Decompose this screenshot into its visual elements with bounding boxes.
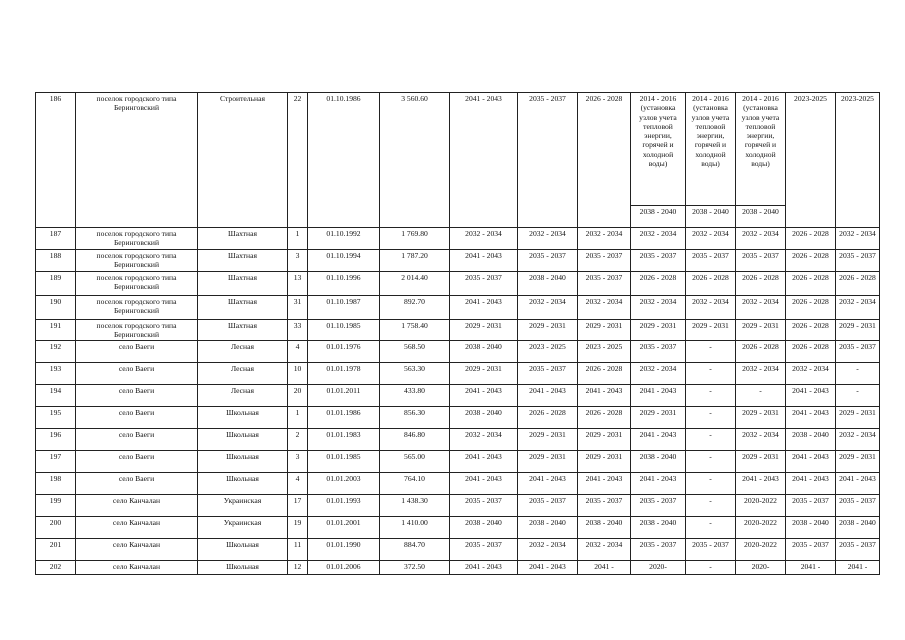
repair-period: 2035 - 2037: [836, 341, 880, 363]
table-row: [36, 451, 880, 473]
repair-period-split: [631, 93, 686, 228]
settlement-name: село Ваеги: [76, 385, 198, 407]
repair-period: 2038 - 2040: [450, 407, 518, 429]
house-number: 31: [288, 296, 308, 320]
repair-period: 2038 - 2040: [450, 341, 518, 363]
repair-period: 2032 - 2034: [836, 296, 880, 320]
repair-period: -: [686, 473, 736, 495]
repair-period: 2029 - 2031: [450, 320, 518, 341]
repair-period: 2029 - 2031: [836, 320, 880, 341]
row-number: 201: [36, 539, 76, 561]
repair-period: 2035 - 2037: [518, 363, 578, 385]
row-number: 186: [36, 93, 76, 228]
repair-period: 2032 - 2034: [736, 228, 786, 250]
repair-period: 2035 - 2037: [836, 539, 880, 561]
repair-period: 2041 - 2043: [786, 473, 836, 495]
total-area: 884.70: [380, 539, 450, 561]
repair-period: -: [686, 363, 736, 385]
repair-period: 2026 - 2028: [786, 272, 836, 296]
table-body: [36, 93, 880, 575]
row-number: 187: [36, 228, 76, 250]
repair-period: 2041 -: [836, 561, 880, 575]
repair-period: 2035 - 2037: [686, 250, 736, 272]
commission-date: 01.01.2006: [308, 561, 380, 575]
repair-period: 2032 - 2034: [518, 296, 578, 320]
street-name: Лесная: [198, 341, 288, 363]
row-number: 197: [36, 451, 76, 473]
repair-period: 2020-2022: [736, 495, 786, 517]
table-row: [36, 228, 880, 250]
repair-period: 2038 - 2040: [518, 272, 578, 296]
total-area: 892.70: [380, 296, 450, 320]
commission-date: 01.10.1986: [308, 93, 380, 228]
repair-period: 2038 - 2040: [786, 429, 836, 451]
repair-period: 2041 - 2043: [450, 473, 518, 495]
repair-period: 2026 - 2028: [578, 93, 631, 228]
row-number: 202: [36, 561, 76, 575]
repair-period: 2029 - 2031: [578, 451, 631, 473]
house-number: 3: [288, 250, 308, 272]
total-area: 846.80: [380, 429, 450, 451]
street-name: Шахтная: [198, 228, 288, 250]
table-row: [36, 320, 880, 341]
total-area: 568.50: [380, 341, 450, 363]
total-area: 2 014.40: [380, 272, 450, 296]
table-row: [36, 363, 880, 385]
repair-period: 2041 - 2043: [786, 451, 836, 473]
repair-period: 2029 - 2031: [631, 320, 686, 341]
repair-period: 2026 - 2028: [786, 320, 836, 341]
repair-period: 2026 - 2028: [631, 272, 686, 296]
street-name: Лесная: [198, 385, 288, 407]
table-row: [36, 250, 880, 272]
commission-date: 01.01.1978: [308, 363, 380, 385]
repair-period: -: [686, 385, 736, 407]
row-number: 191: [36, 320, 76, 341]
repair-period: -: [836, 363, 880, 385]
repair-period: 2026 - 2028: [578, 363, 631, 385]
repair-period: 2032 - 2034: [578, 539, 631, 561]
commission-date: 01.10.1994: [308, 250, 380, 272]
repair-period: 2029 - 2031: [836, 407, 880, 429]
commission-date: 01.10.1996: [308, 272, 380, 296]
repair-period: 2041 - 2043: [578, 385, 631, 407]
house-number: 12: [288, 561, 308, 575]
repair-period: 2020-: [631, 561, 686, 575]
table-row: [36, 93, 880, 228]
repair-period: 2032 - 2034: [450, 228, 518, 250]
repair-period: 2032 - 2034: [631, 296, 686, 320]
row-number: 190: [36, 296, 76, 320]
repair-period: 2041 - 2043: [450, 296, 518, 320]
row-number: 194: [36, 385, 76, 407]
total-area: 1 769.80: [380, 228, 450, 250]
repair-period: 2041 - 2043: [450, 561, 518, 575]
total-area: 563.30: [380, 363, 450, 385]
settlement-name: поселок городского типа Беринговский: [76, 296, 198, 320]
settlement-name: поселок городского типа Беринговский: [76, 272, 198, 296]
repair-period: 2035 - 2037: [786, 539, 836, 561]
repair-period-split: [736, 93, 786, 228]
street-name: Школьная: [198, 473, 288, 495]
repair-period: 2038 - 2040: [742, 207, 779, 216]
commission-date: 01.10.1987: [308, 296, 380, 320]
repair-period: 2035 - 2037: [450, 495, 518, 517]
total-area: 433.80: [380, 385, 450, 407]
settlement-name: поселок городского типа Беринговский: [76, 228, 198, 250]
house-number: 11: [288, 539, 308, 561]
repair-period: 2032 - 2034: [736, 363, 786, 385]
street-name: Школьная: [198, 451, 288, 473]
total-area: 764.10: [380, 473, 450, 495]
table-row: [36, 539, 880, 561]
repair-period-note: 2014 - 2016 (установка узлов учета тепловой энергии, горячей и холодной воды): [736, 93, 785, 206]
repair-period-split: [686, 93, 736, 228]
repair-period: 2032 - 2034: [631, 228, 686, 250]
settlement-name: поселок городского типа Беринговский: [76, 320, 198, 341]
repair-period: 2020-: [736, 561, 786, 575]
settlement-name: поселок городского типа Беринговский: [76, 93, 198, 228]
repair-period: 2035 - 2037: [631, 341, 686, 363]
repair-period: 2032 - 2034: [578, 296, 631, 320]
house-number: 4: [288, 473, 308, 495]
street-name: Школьная: [198, 429, 288, 451]
repair-period: 2041 -: [578, 561, 631, 575]
repair-period: 2041 - 2043: [631, 429, 686, 451]
repair-period: -: [686, 451, 736, 473]
table-row: [36, 272, 880, 296]
repair-period: 2026 - 2028: [786, 228, 836, 250]
repair-period: 2032 - 2034: [518, 539, 578, 561]
repair-period: 2041 - 2043: [450, 451, 518, 473]
table-row: [36, 517, 880, 539]
repair-period: 2041 - 2043: [836, 473, 880, 495]
repair-period: 2035 - 2037: [578, 495, 631, 517]
repair-period: 2020-2022: [736, 539, 786, 561]
house-number: 17: [288, 495, 308, 517]
house-number: 2: [288, 429, 308, 451]
row-number: 196: [36, 429, 76, 451]
repair-period: 2035 - 2037: [578, 250, 631, 272]
repair-period: 2035 - 2037: [736, 250, 786, 272]
street-name: Шахтная: [198, 250, 288, 272]
repair-period: 2032 - 2034: [786, 363, 836, 385]
total-area: 3 560.60: [380, 93, 450, 228]
total-area: 1 438.30: [380, 495, 450, 517]
repair-period: 2032 - 2034: [578, 228, 631, 250]
repair-period: 2035 - 2037: [518, 495, 578, 517]
street-name: Школьная: [198, 539, 288, 561]
repair-period: 2041 - 2043: [736, 473, 786, 495]
street-name: Шахтная: [198, 320, 288, 341]
repair-period-note: 2014 - 2016 (установка узлов учета тепловой энергии, горячей и холодной воды): [686, 93, 735, 206]
repair-period: 2035 - 2037: [631, 539, 686, 561]
commission-date: 01.01.1993: [308, 495, 380, 517]
street-name: Школьная: [198, 407, 288, 429]
house-number: 19: [288, 517, 308, 539]
repair-period: 2029 - 2031: [686, 320, 736, 341]
repair-period: 2038 - 2040: [692, 207, 729, 216]
settlement-name: село Ваеги: [76, 451, 198, 473]
commission-date: 01.01.1983: [308, 429, 380, 451]
repair-period: 2026 - 2028: [786, 296, 836, 320]
repair-period: 2032 - 2034: [450, 429, 518, 451]
commission-date: 01.01.1990: [308, 539, 380, 561]
repair-period: 2029 - 2031: [518, 320, 578, 341]
repair-period: 2026 - 2028: [786, 341, 836, 363]
repair-period: 2029 - 2031: [518, 451, 578, 473]
house-number: 33: [288, 320, 308, 341]
settlement-name: село Канчалан: [76, 495, 198, 517]
repair-period: 2032 - 2034: [686, 228, 736, 250]
repair-period: 2026 - 2028: [836, 272, 880, 296]
repair-period: 2035 - 2037: [686, 539, 736, 561]
repair-period: 2029 - 2031: [578, 429, 631, 451]
commission-date: 01.01.1976: [308, 341, 380, 363]
repair-period: 2032 - 2034: [518, 228, 578, 250]
repair-period: 2023 - 2025: [578, 341, 631, 363]
repair-period: 2020-2022: [736, 517, 786, 539]
repair-period: -: [686, 341, 736, 363]
table-row: [36, 407, 880, 429]
repair-period: 2023 - 2025: [518, 341, 578, 363]
total-area: 1 410.00: [380, 517, 450, 539]
repair-period: 2035 - 2037: [836, 495, 880, 517]
row-number: 189: [36, 272, 76, 296]
repair-period: 2035 - 2037: [836, 250, 880, 272]
commission-date: 01.10.1992: [308, 228, 380, 250]
repair-period: 2038 - 2040: [518, 517, 578, 539]
repair-period: 2041 -: [786, 561, 836, 575]
house-number: 10: [288, 363, 308, 385]
row-number: 188: [36, 250, 76, 272]
repair-period: 2041 - 2043: [518, 561, 578, 575]
repair-period: 2041 - 2043: [450, 250, 518, 272]
repair-period: -: [686, 495, 736, 517]
settlement-name: село Канчалан: [76, 561, 198, 575]
total-area: 856.30: [380, 407, 450, 429]
row-number: 200: [36, 517, 76, 539]
repair-period: 2026 - 2028: [578, 407, 631, 429]
settlement-name: село Канчалан: [76, 517, 198, 539]
table-row: [36, 561, 880, 575]
street-name: Украинская: [198, 495, 288, 517]
repair-period: -: [686, 429, 736, 451]
repair-period: 2026 - 2028: [686, 272, 736, 296]
commission-date: 01.01.1986: [308, 407, 380, 429]
repair-period: 2032 - 2034: [736, 429, 786, 451]
repair-period: 2026 - 2028: [736, 272, 786, 296]
commission-date: 01.01.2011: [308, 385, 380, 407]
table-row: [36, 341, 880, 363]
house-number: 1: [288, 228, 308, 250]
street-name: Шахтная: [198, 296, 288, 320]
total-area: 565.00: [380, 451, 450, 473]
table-row: [36, 495, 880, 517]
repair-period: 2038 - 2040: [578, 517, 631, 539]
settlement-name: село Ваеги: [76, 429, 198, 451]
repair-period: 2035 - 2037: [631, 495, 686, 517]
repair-period: 2029 - 2031: [736, 451, 786, 473]
total-area: 1 787.20: [380, 250, 450, 272]
commission-date: 01.10.1985: [308, 320, 380, 341]
street-name: Школьная: [198, 561, 288, 575]
row-number: 199: [36, 495, 76, 517]
row-number: 193: [36, 363, 76, 385]
repair-period: 2023-2025: [786, 93, 836, 228]
repair-period: 2032 - 2034: [836, 228, 880, 250]
repair-period: 2032 - 2034: [736, 296, 786, 320]
repair-period: 2041 - 2043: [450, 93, 518, 228]
repair-period: 2041 - 2043: [450, 385, 518, 407]
repair-period: 2032 - 2034: [686, 296, 736, 320]
settlement-name: село Ваеги: [76, 473, 198, 495]
street-name: Шахтная: [198, 272, 288, 296]
repair-period: 2041 - 2043: [578, 473, 631, 495]
house-number: 3: [288, 451, 308, 473]
repair-period: 2035 - 2037: [450, 539, 518, 561]
repair-period: 2023-2025: [836, 93, 880, 228]
repair-period: 2038 - 2040: [450, 517, 518, 539]
repair-period: 2029 - 2031: [450, 363, 518, 385]
repair-period: 2038 - 2040: [631, 517, 686, 539]
house-number: 1: [288, 407, 308, 429]
repair-period-note: 2014 - 2016 (установка узлов учета тепловой энергии, горячей и холодной воды): [631, 93, 685, 206]
repair-period: 2038 - 2040: [836, 517, 880, 539]
house-number: 20: [288, 385, 308, 407]
house-number: 4: [288, 341, 308, 363]
row-number: 195: [36, 407, 76, 429]
repair-period: 2029 - 2031: [578, 320, 631, 341]
repair-period: 2035 - 2037: [450, 272, 518, 296]
repair-period: 2032 - 2034: [631, 363, 686, 385]
housing-repair-schedule-table: [35, 92, 880, 575]
settlement-name: село Канчалан: [76, 539, 198, 561]
repair-period: 2026 - 2028: [518, 407, 578, 429]
repair-period: -: [736, 385, 786, 407]
total-area: 1 758.40: [380, 320, 450, 341]
repair-period: 2035 - 2037: [518, 93, 578, 228]
repair-period: 2035 - 2037: [786, 495, 836, 517]
repair-period: 2026 - 2028: [786, 250, 836, 272]
settlement-name: село Ваеги: [76, 363, 198, 385]
street-name: Строительная: [198, 93, 288, 228]
commission-date: 01.01.2003: [308, 473, 380, 495]
repair-period: 2032 - 2034: [836, 429, 880, 451]
repair-period: 2035 - 2037: [518, 250, 578, 272]
table-row: [36, 385, 880, 407]
row-number: 198: [36, 473, 76, 495]
repair-period: -: [686, 561, 736, 575]
repair-period: 2029 - 2031: [518, 429, 578, 451]
settlement-name: поселок городского типа Беринговский: [76, 250, 198, 272]
settlement-name: село Ваеги: [76, 341, 198, 363]
settlement-name: село Ваеги: [76, 407, 198, 429]
repair-period: 2035 - 2037: [631, 250, 686, 272]
house-number: 22: [288, 93, 308, 228]
repair-period: -: [836, 385, 880, 407]
repair-period: 2026 - 2028: [736, 341, 786, 363]
repair-period: 2041 - 2043: [786, 407, 836, 429]
repair-period: 2041 - 2043: [518, 473, 578, 495]
table-row: [36, 473, 880, 495]
street-name: Украинская: [198, 517, 288, 539]
table-row: [36, 296, 880, 320]
commission-date: 01.01.2001: [308, 517, 380, 539]
row-number: 192: [36, 341, 76, 363]
repair-period: -: [686, 407, 736, 429]
repair-period: 2035 - 2037: [578, 272, 631, 296]
repair-period: -: [686, 517, 736, 539]
repair-period: 2041 - 2043: [631, 473, 686, 495]
repair-period: 2029 - 2031: [836, 451, 880, 473]
repair-period: 2041 - 2043: [631, 385, 686, 407]
repair-period: 2041 - 2043: [518, 385, 578, 407]
repair-period: 2029 - 2031: [736, 407, 786, 429]
repair-period: 2038 - 2040: [639, 207, 677, 216]
repair-period: 2029 - 2031: [631, 407, 686, 429]
repair-period: 2029 - 2031: [736, 320, 786, 341]
repair-period: 2038 - 2040: [631, 451, 686, 473]
total-area: 372.50: [380, 561, 450, 575]
street-name: Лесная: [198, 363, 288, 385]
repair-period: 2038 - 2040: [786, 517, 836, 539]
table-row: [36, 429, 880, 451]
commission-date: 01.01.1985: [308, 451, 380, 473]
repair-period: 2041 - 2043: [786, 385, 836, 407]
house-number: 13: [288, 272, 308, 296]
